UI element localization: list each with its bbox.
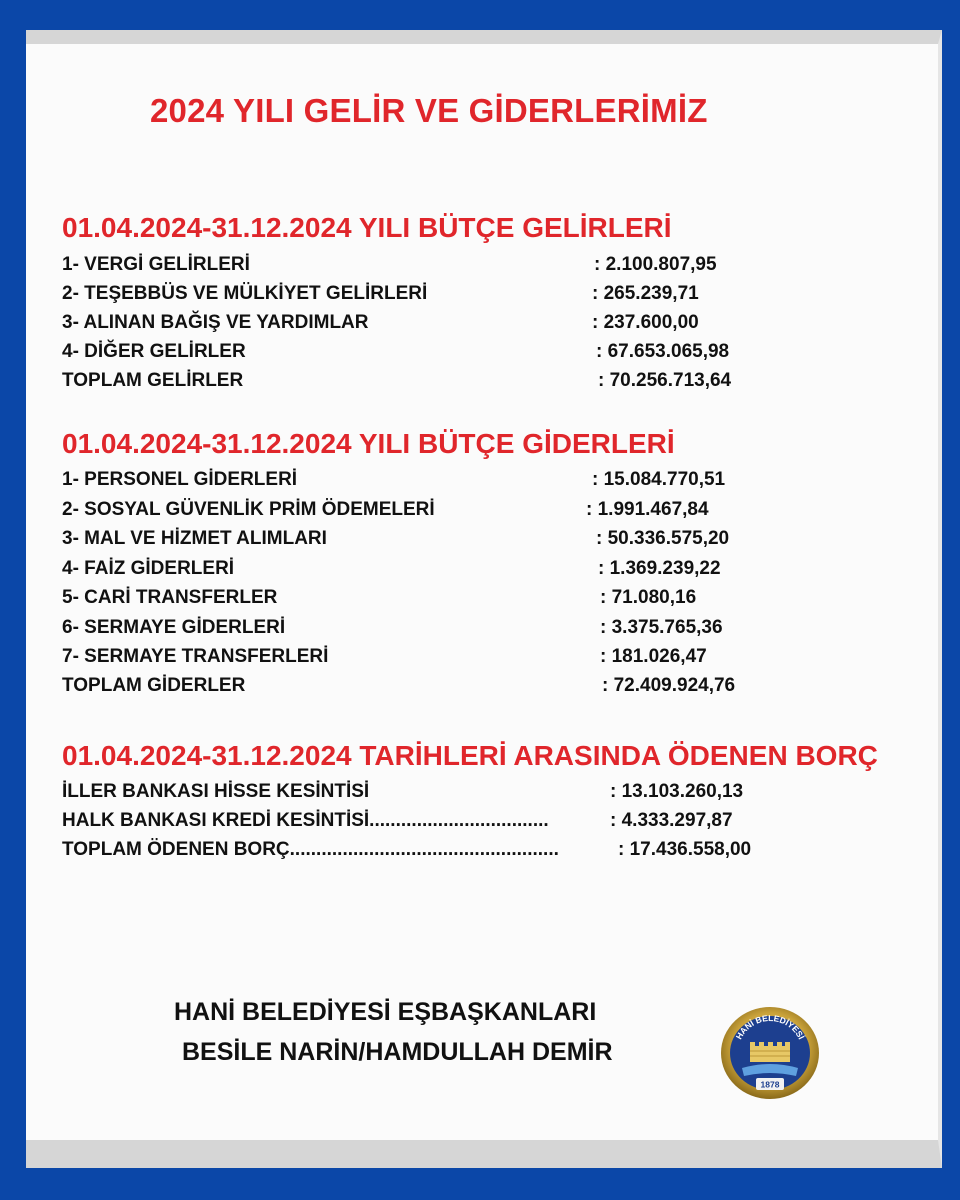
debt-row-value: : 4.333.297,87 bbox=[610, 810, 733, 831]
expense-row-value: : 50.336.575,20 bbox=[596, 528, 730, 549]
income-row-label: 1- VERGİ GELİRLERİ bbox=[62, 254, 250, 275]
expense-row-value: : 1.369.239,22 bbox=[598, 558, 721, 579]
expense-row-label: 2- SOSYAL GÜVENLİK PRİM ÖDEMELERİ bbox=[62, 499, 435, 520]
expense-row-value: : 15.084.770,51 bbox=[592, 469, 726, 490]
expense-row-label: 1- PERSONEL GİDERLERİ bbox=[62, 469, 298, 490]
expense-row-value: : 71.080,16 bbox=[600, 587, 697, 608]
signatories-title: HANİ BELEDİYESİ EŞBAŞKANLARI bbox=[174, 998, 597, 1026]
expense-row-value: : 1.991.467,84 bbox=[586, 499, 709, 520]
debt-row-label: HALK BANKASI KREDİ KESİNTİSİ.................................. bbox=[62, 810, 549, 831]
debt-total-label: TOPLAM ÖDENEN BORÇ................................................... bbox=[62, 839, 559, 860]
debt-total-value: : 17.436.558,00 bbox=[618, 839, 752, 860]
expense-row-label: 5- CARİ TRANSFERLER bbox=[62, 587, 278, 608]
income-total-value: : 70.256.713,64 bbox=[598, 370, 732, 391]
page-title: 2024 YILI GELİR VE GİDERLERİMİZ bbox=[150, 92, 708, 129]
income-row-value: : 237.600,00 bbox=[592, 312, 699, 333]
income-heading: 01.04.2024-31.12.2024 YILI BÜTÇE GELİRLERİ bbox=[62, 212, 672, 243]
income-row-label: 4- DİĞER GELİRLER bbox=[62, 341, 246, 362]
debt-heading: 01.04.2024-31.12.2024 TARİHLERİ ARASINDA ÖDENEN BORÇ bbox=[62, 740, 878, 771]
income-row-label: 3- ALINAN BAĞIŞ VE YARDIMLAR bbox=[62, 312, 369, 333]
income-row-label: 2- TEŞEBBÜS VE MÜLKİYET GELİRLERİ bbox=[62, 283, 428, 304]
expense-row-value: : 181.026,47 bbox=[600, 646, 707, 667]
expense-total-label: TOPLAM GİDERLER bbox=[62, 675, 246, 696]
expense-row-label: 7- SERMAYE TRANSFERLERİ bbox=[62, 646, 329, 667]
municipality-seal-logo bbox=[720, 1006, 820, 1100]
expense-row-value: : 3.375.765,36 bbox=[600, 617, 723, 638]
expense-row-label: 4- FAİZ GİDERLERİ bbox=[62, 558, 235, 579]
seal-year: 1878 bbox=[760, 1079, 780, 1090]
income-total-label: TOPLAM GELİRLER bbox=[62, 370, 244, 391]
expense-row-label: 3- MAL VE HİZMET ALIMLARI bbox=[62, 528, 327, 549]
expenses-heading: 01.04.2024-31.12.2024 YILI BÜTÇE GİDERLERİ bbox=[62, 428, 675, 459]
debt-row-value: : 13.103.260,13 bbox=[610, 781, 744, 802]
debt-row-label: İLLER BANKASI HİSSE KESİNTİSİ bbox=[62, 781, 370, 802]
income-row-value: : 2.100.807,95 bbox=[594, 254, 717, 275]
signatories-names: BESİLE NARİN/HAMDULLAH DEMİR bbox=[182, 1038, 613, 1066]
expense-row-label: 6- SERMAYE GİDERLERİ bbox=[62, 617, 286, 638]
seal-name-text: HANİ BELEDİYESİ bbox=[733, 1012, 807, 1041]
expense-total-value: : 72.409.924,76 bbox=[602, 675, 736, 696]
income-row-value: : 67.653.065,98 bbox=[596, 341, 730, 362]
income-row-value: : 265.239,71 bbox=[592, 283, 699, 304]
